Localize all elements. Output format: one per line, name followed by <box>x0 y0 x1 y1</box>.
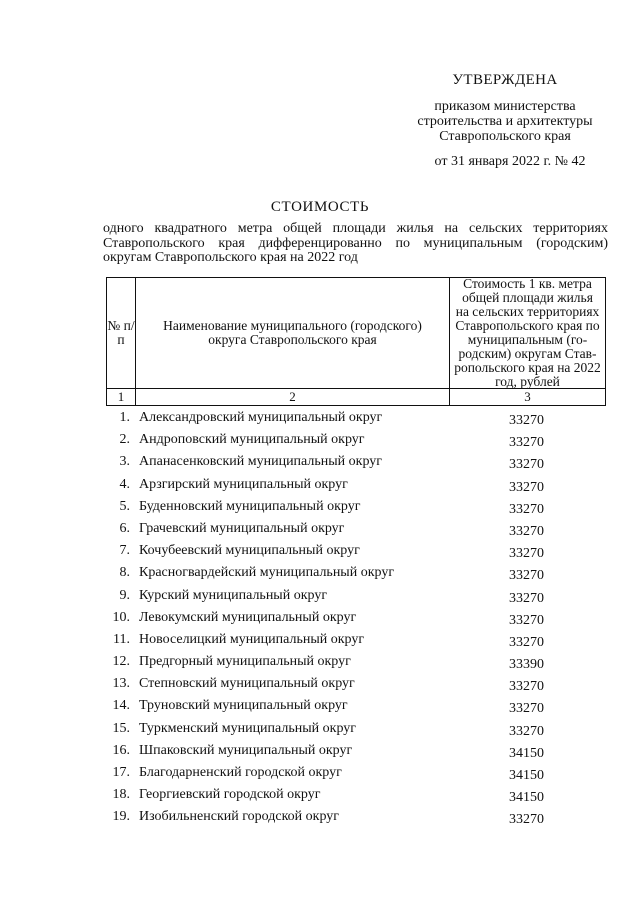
cost-value: 33270 <box>509 479 544 495</box>
table-row <box>106 540 606 562</box>
cost-value: 33270 <box>509 812 544 828</box>
cost-value: 34150 <box>509 768 544 783</box>
table-row <box>106 496 606 518</box>
cost-value: 33270 <box>509 523 544 539</box>
district-name: Красногвардейский муниципальный округ <box>139 565 395 581</box>
district-name: Левокумский муниципальный округ <box>139 609 357 625</box>
district-name: Изобильненский городской округ <box>139 809 340 825</box>
district-name: Георгиевский городской округ <box>139 787 321 803</box>
cost-value: 33270 <box>509 679 544 695</box>
table-row <box>106 607 606 629</box>
district-name: Апанасенковский муниципальный округ <box>139 454 383 470</box>
district-name: Грачевский муниципальный округ <box>139 520 345 536</box>
table-row <box>106 585 606 607</box>
document-subtitle: одного квадратного метра общей площади жилья на сельских территориях Ставропольского края дифференцированно по муниципальным (городским) округам Ставропольского края на 2022 год <box>103 221 608 265</box>
district-name: Курский муниципальный округ <box>139 587 328 603</box>
district-name: Предгорный муниципальный округ <box>139 654 351 670</box>
table-header <box>106 277 606 406</box>
row-number: 19. <box>112 809 130 825</box>
table-row <box>106 429 606 451</box>
row-number: 5. <box>119 498 130 514</box>
table-row <box>106 695 606 717</box>
column-index-1: 1 <box>107 388 136 405</box>
row-number: 9. <box>119 587 130 603</box>
table-row <box>106 651 606 673</box>
district-name: Труновский муниципальный округ <box>139 698 348 714</box>
column-index-3: 3 <box>450 388 605 405</box>
table-row <box>106 474 606 496</box>
district-name: Кочубеевский муниципальный округ <box>139 543 360 559</box>
approval-line-1: приказом министерства <box>434 99 576 114</box>
row-number: 14. <box>112 698 130 714</box>
header-cost: Стоимость 1 кв. метра общей площади жилья на сельских территориях Ставропольского края по муниципальным (го-родским) округам Став-ропольского края на 2022 год, рублей <box>454 276 601 389</box>
approval-title: УТВЕРЖДЕНА <box>452 72 558 88</box>
approval-line-3: Ставропольского края <box>439 129 571 144</box>
row-number: 10. <box>112 609 130 625</box>
row-number: 6. <box>119 520 130 536</box>
row-number: 13. <box>112 676 130 692</box>
row-number: 1. <box>119 410 130 425</box>
approval-line-2: строительства и архитектуры <box>417 114 593 129</box>
cost-value: 33270 <box>509 590 544 606</box>
row-number: 8. <box>119 565 130 581</box>
cost-value: 33270 <box>509 568 544 584</box>
row-number: 15. <box>112 720 130 736</box>
row-number: 17. <box>112 765 130 780</box>
table-body <box>106 407 606 829</box>
district-name: Туркменский муниципальный округ <box>139 720 356 736</box>
district-name: Шпаковский муниципальный округ <box>139 742 353 758</box>
table-row <box>106 718 606 740</box>
cost-value: 33270 <box>509 435 544 451</box>
row-number: 12. <box>112 654 130 670</box>
row-number: 2. <box>119 432 130 448</box>
cost-value: 33390 <box>509 657 544 673</box>
column-index-2: 2 <box>136 388 450 405</box>
district-name: Арзгирский муниципальный округ <box>139 476 348 492</box>
district-name: Степновский муниципальный округ <box>139 676 355 692</box>
district-name: Благодарненский городской округ <box>139 765 342 780</box>
approval-date: от 31 января 2022 г. № 42 <box>434 154 586 169</box>
header-district-name: Наименование муниципального (городского) округа Ставропольского края <box>136 278 450 388</box>
table-row <box>106 518 606 540</box>
table-row <box>106 762 606 784</box>
table-row <box>106 562 606 584</box>
cost-value: 33270 <box>509 546 544 562</box>
row-number: 16. <box>112 742 130 758</box>
table-row <box>106 784 606 806</box>
row-number: 18. <box>112 787 130 803</box>
table-row <box>106 806 606 828</box>
cost-value: 33270 <box>509 457 544 473</box>
approval-order-block <box>405 99 605 144</box>
district-name: Новоселицкий муниципальный округ <box>139 631 365 647</box>
cost-value: 34150 <box>509 745 544 761</box>
row-number: 3. <box>119 454 130 470</box>
table-row <box>106 629 606 651</box>
district-name: Александровский муниципальный округ <box>139 410 383 425</box>
cost-value: 34150 <box>509 790 544 806</box>
row-number: 7. <box>119 543 130 559</box>
document-title: СТОИМОСТЬ <box>270 199 370 215</box>
cost-value: 33270 <box>509 701 544 717</box>
district-name: Буденновский муниципальный округ <box>139 498 361 514</box>
row-number: 4. <box>119 476 130 492</box>
cost-value: 33270 <box>509 612 544 628</box>
cost-value: 33270 <box>509 413 544 428</box>
header-number: № п/п <box>107 278 136 388</box>
table-row <box>106 451 606 473</box>
row-number: 11. <box>113 631 130 647</box>
cost-value: 33270 <box>509 501 544 517</box>
cost-value: 33270 <box>509 634 544 650</box>
table-row <box>106 673 606 695</box>
table-row <box>106 740 606 762</box>
cost-value: 33270 <box>509 723 544 739</box>
district-name: Андроповский муниципальный округ <box>139 432 365 448</box>
table-row <box>106 407 606 429</box>
